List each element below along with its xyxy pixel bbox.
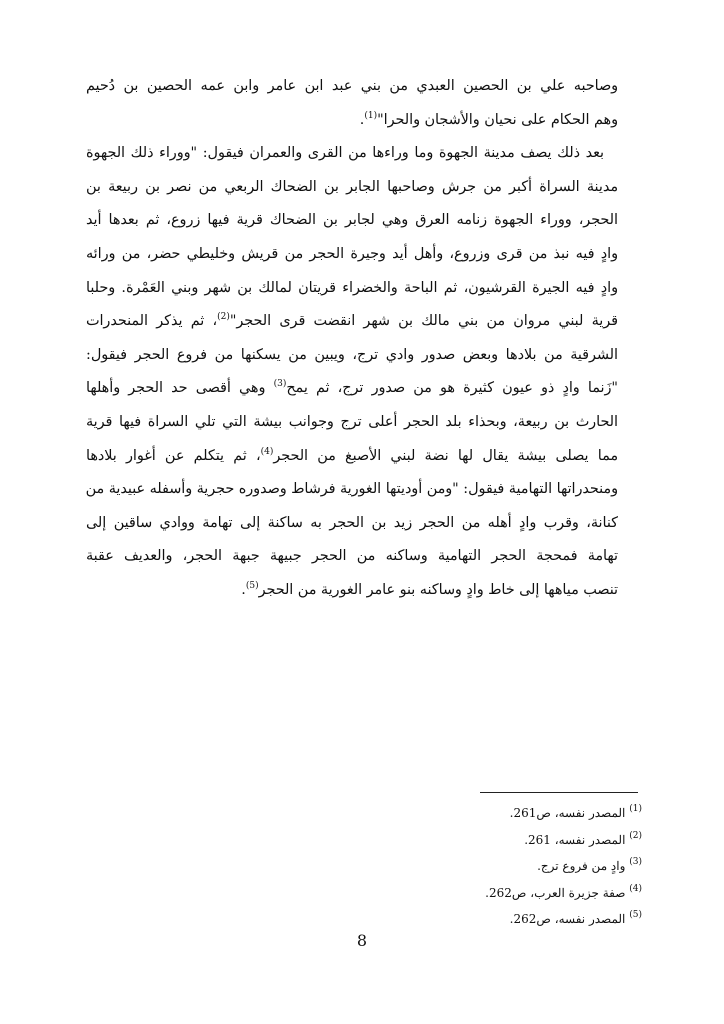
footnote-text: صفة جزيرة العرب، ص262. — [485, 885, 626, 900]
text-line-2: وهم الحكام على نحيان والأشجان والحرا"$^{(1)}$. — [359, 110, 618, 128]
footnote-text: المصدر نفسه، ص261. — [509, 806, 626, 820]
footnote-text: المصدر نفسه، 261. — [524, 832, 626, 847]
text-line-5: الحجر، ووراء الجهوة زنامه العرق وهي لجابر بن الضحاك قرية فيها زروع، ثم بعدها أيد — [86, 212, 618, 229]
footnote-number: (2) — [629, 830, 642, 841]
text-line-1: وصاحبه علي بن الحصين العبدي من بني عبد ابن عامر وابن عمه الحصين بن دُحيم — [86, 78, 618, 94]
footnote-number: (4) — [629, 883, 642, 894]
text-line-16: تنصب مياهها إلى خاط وادٍ وساكنه بنو عامر الغورية من الحجر$^{(5)}$. — [241, 580, 618, 598]
footnotes-section — [260, 800, 642, 933]
main-paragraph — [86, 70, 618, 608]
text-line-7: وادٍ فيه الجيرة القرشيون، ثم الباحة والخضراء قريتان لمالك بن شهر وبني العَمْرة. وحلبا — [86, 279, 618, 296]
footnote-marker-1: (1) — [364, 110, 378, 121]
text-line-3: بعد ذلك يصف مدينة الجهوة وما وراءها من القرى والعمران فيقول: "ووراء ذلك الجهوة — [86, 145, 604, 162]
footnote-3 — [260, 853, 642, 880]
footnote-marker-2: (2) — [217, 312, 230, 323]
text-line-6: وادٍ فيه نبذ من قرى وزروع، وأهل أيد وجيرة الحجر من قريش وخليطي حضر، من ورائه — [86, 245, 618, 262]
footnote-marker-3: (3) — [273, 379, 287, 390]
text-line-4: مدينة السراة أكبر من جرش وصاحبها الجابر بن الضحاك الربعي من نصر بن ربيعة بن — [86, 178, 618, 195]
footnote-2 — [260, 827, 642, 854]
footnote-number: (5) — [629, 910, 642, 920]
footnote-number: (1) — [629, 804, 642, 814]
footnote-5 — [260, 906, 642, 933]
text-line-14: كنانة، وقرب وادٍ أهله من الحجر زيد بن الحجر به ساكنة إلى تهامة ووادي ساقين إلى — [86, 514, 618, 531]
text-line-11: الحارث بن ربيعة، وبحذاء بلد الحجر أعلى ترج وجوانب بيشة التي تلي السراة فيها قرية — [86, 413, 618, 430]
footnote-marker-5: (5) — [245, 580, 259, 591]
footnote-1 — [260, 800, 642, 827]
text-line-8: قرية لبني مروان من بني مالك بن شهر انقضت قرى الحجر"$^{(2)}$، ثم يذكر المنحدرات — [86, 312, 618, 330]
footnote-number: (3) — [629, 857, 642, 867]
text-line-15: تهامة فمحجة الحجر التهامية وساكنه من الحجر جبيهة جبهة الحجر، والعديف عقبة — [86, 548, 618, 565]
footnote-text: وادٍ من فروع ترج. — [537, 859, 626, 873]
page-number: 8 — [356, 931, 368, 950]
text-line-12: مما يصلى بيشة يقال لها نضة لبني الأصبغ من الحجر$^{(4)}$، ثم يتكلم عن أغوار بلادها — [86, 446, 618, 464]
footnote-separator — [480, 792, 638, 793]
footnote-text: المصدر نفسه، ص262. — [509, 912, 626, 926]
text-line-10: "زَنما وادٍ ذو عيون كثيرة هو من صدور ترج، ثم يمح$^{(3)}$ وهي أقصى حد الحجر وأهلها — [86, 379, 618, 397]
text-line-9: الشرقية من بلادها وبعض صدور وادي ترج، ويبين من يسكنها من فروع الحجر فيقول: — [86, 346, 618, 363]
footnote-4 — [260, 880, 642, 907]
text-line-13: ومنحدراتها التهامية فيقول: "ومن أوديتها الغورية فرشاط وصدوره حجرية وأسفله عبيدية من — [86, 481, 618, 498]
footnote-marker-4: (4) — [260, 446, 274, 457]
